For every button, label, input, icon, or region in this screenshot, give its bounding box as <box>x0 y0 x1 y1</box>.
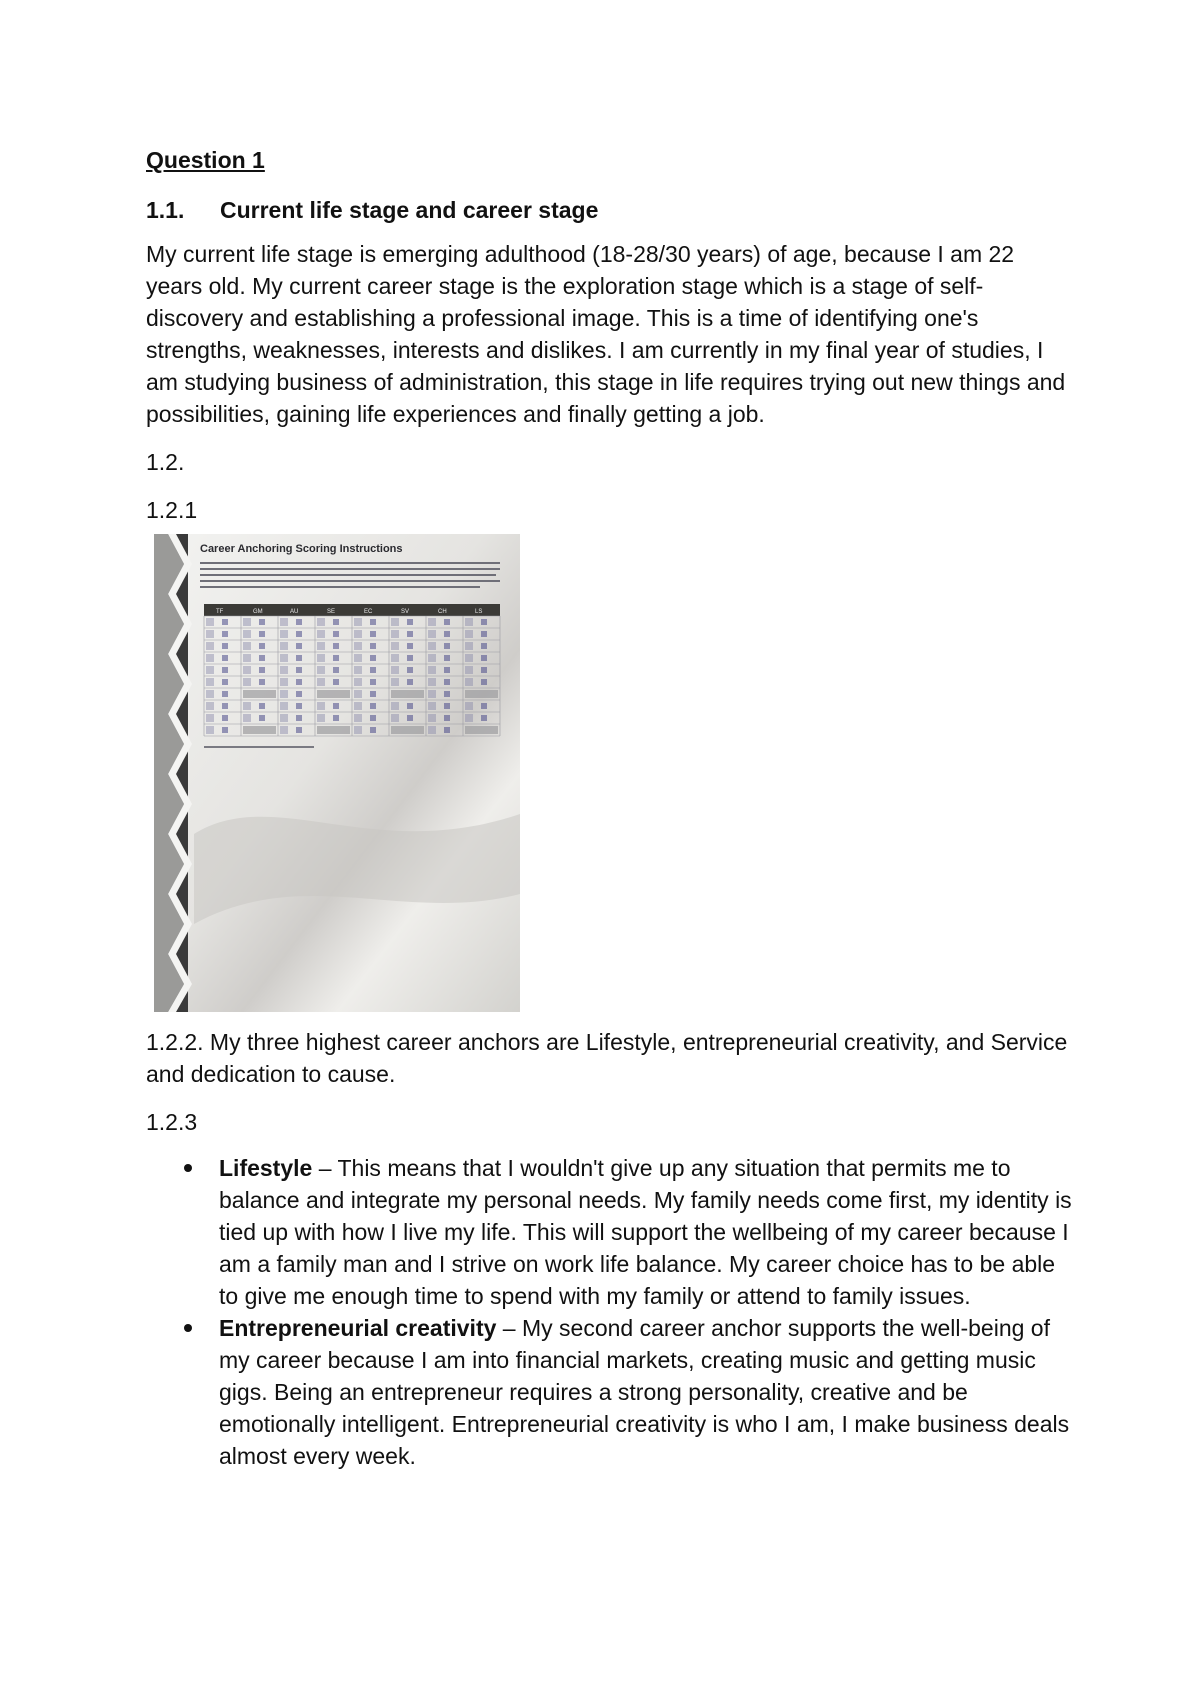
photo-score-cell <box>354 654 362 662</box>
photo-score-cell <box>391 678 399 686</box>
photo-score-cell <box>317 726 350 734</box>
photo-score-cell <box>465 630 473 638</box>
photo-score-cell <box>317 654 325 662</box>
photo-handwritten-mark <box>407 667 413 673</box>
photo-score-cell <box>428 618 436 626</box>
photo-score-cell <box>465 690 498 698</box>
scoring-sheet-photo <box>154 534 520 1012</box>
photo-handwritten-mark <box>370 715 376 721</box>
photo-column-header: LS <box>475 609 483 615</box>
photo-handwritten-mark <box>333 715 339 721</box>
photo-handwritten-mark <box>370 679 376 685</box>
photo-score-cell <box>428 690 436 698</box>
photo-handwritten-mark <box>407 715 413 721</box>
photo-handwritten-mark <box>370 667 376 673</box>
photo-score-cell <box>243 726 276 734</box>
photo-score-cell <box>317 702 325 710</box>
photo-score-cell <box>317 690 350 698</box>
photo-handwritten-mark <box>333 631 339 637</box>
photo-score-cell <box>391 618 399 626</box>
photo-score-cell <box>206 678 214 686</box>
photo-handwritten-mark <box>444 643 450 649</box>
photo-handwritten-mark <box>481 667 487 673</box>
photo-score-cell <box>206 702 214 710</box>
photo-handwritten-mark <box>444 679 450 685</box>
photo-handwritten-mark <box>222 691 228 697</box>
photo-score-cell <box>206 642 214 650</box>
photo-score-cell <box>317 666 325 674</box>
photo-column-header: EC <box>364 609 373 615</box>
photo-score-cell <box>465 618 473 626</box>
photo-score-cell <box>206 690 214 698</box>
photo-score-cell <box>317 714 325 722</box>
career-anchor-list <box>146 1152 1076 1472</box>
photo-column-header: SE <box>327 609 336 615</box>
photo-score-cell <box>317 618 325 626</box>
bullet-icon <box>184 1164 192 1172</box>
photo-handwritten-mark <box>481 715 487 721</box>
photo-handwritten-mark <box>259 703 265 709</box>
section-1-2-1-number: 1.2.1 <box>146 497 198 523</box>
photo-handwritten-mark <box>407 679 413 685</box>
document-page <box>146 140 1076 1472</box>
photo-handwritten-mark <box>481 679 487 685</box>
photo-handwritten-mark <box>370 691 376 697</box>
section-1-2-number: 1.2. <box>146 449 185 475</box>
photo-column-header: SV <box>401 609 410 615</box>
photo-handwritten-mark <box>296 691 302 697</box>
photo-score-cell <box>354 714 362 722</box>
photo-handwritten-mark <box>296 619 302 625</box>
photo-handwritten-mark <box>222 679 228 685</box>
photo-handwritten-mark <box>333 667 339 673</box>
photo-score-cell <box>391 690 424 698</box>
photo-handwritten-mark <box>481 703 487 709</box>
photo-score-cell <box>280 642 288 650</box>
photo-handwritten-mark <box>370 619 376 625</box>
photo-score-cell <box>428 702 436 710</box>
photo-handwritten-mark <box>370 643 376 649</box>
photo-score-cell <box>465 702 473 710</box>
photo-handwritten-mark <box>333 679 339 685</box>
photo-handwritten-mark <box>444 655 450 661</box>
photo-column-header: CH <box>438 609 447 615</box>
photo-score-cell <box>391 666 399 674</box>
photo-handwritten-mark <box>444 703 450 709</box>
photo-handwritten-mark <box>259 631 265 637</box>
photo-handwritten-mark <box>259 643 265 649</box>
photo-handwritten-mark <box>481 655 487 661</box>
list-item <box>146 1152 1076 1312</box>
photo-handwritten-mark <box>333 655 339 661</box>
photo-score-cell <box>428 726 436 734</box>
photo-score-cell <box>206 618 214 626</box>
photo-score-cell <box>206 714 214 722</box>
photo-score-cell <box>354 630 362 638</box>
list-item <box>146 1312 1076 1472</box>
question-heading: Question 1 <box>146 147 265 173</box>
photo-score-cell <box>428 678 436 686</box>
section-1-1-heading: Current life stage and career stage <box>220 197 599 223</box>
photo-handwritten-mark <box>259 715 265 721</box>
photo-handwritten-mark <box>222 715 228 721</box>
photo-score-cell <box>391 642 399 650</box>
photo-handwritten-mark <box>370 631 376 637</box>
photo-handwritten-mark <box>407 703 413 709</box>
bullet-icon <box>184 1324 192 1332</box>
photo-handwritten-mark <box>407 619 413 625</box>
photo-handwritten-mark <box>333 643 339 649</box>
photo-handwritten-mark <box>296 643 302 649</box>
photo-score-cell <box>354 690 362 698</box>
photo-score-cell <box>428 714 436 722</box>
photo-handwritten-mark <box>222 727 228 733</box>
photo-handwritten-mark <box>333 619 339 625</box>
photo-score-cell <box>280 618 288 626</box>
photo-score-cell <box>317 630 325 638</box>
photo-score-cell <box>243 666 251 674</box>
photo-score-cell <box>354 678 362 686</box>
photo-handwritten-mark <box>370 703 376 709</box>
photo-handwritten-mark <box>259 619 265 625</box>
photo-score-cell <box>354 726 362 734</box>
photo-score-cell <box>317 678 325 686</box>
photo-score-cell <box>465 714 473 722</box>
photo-score-cell <box>280 630 288 638</box>
photo-handwritten-mark <box>407 631 413 637</box>
photo-handwritten-mark <box>370 655 376 661</box>
photo-score-cell <box>243 678 251 686</box>
photo-handwritten-mark <box>444 727 450 733</box>
photo-score-cell <box>243 702 251 710</box>
section-1-1-body: My current life stage is emerging adulthood (18-28/30 years) of age, because I am 22 years old. My current career stage is the exploration stage which is a stage of self-discovery and establishing a professional image. This is a time of identifying one's strengths, weaknesses, interests and dislikes. I am currently in my final year of studies, I am studying business of administration, this stage in life requires trying out new things and possibilities, gaining life experiences and finally getting a job. <box>146 241 1066 427</box>
photo-score-cell <box>206 666 214 674</box>
photo-handwritten-mark <box>296 679 302 685</box>
section-1-1-number: 1.1. <box>146 197 185 223</box>
photo-handwritten-mark <box>222 643 228 649</box>
photo-score-cell <box>465 654 473 662</box>
photo-handwritten-mark <box>407 643 413 649</box>
photo-handwritten-mark <box>296 667 302 673</box>
photo-column-header: GM <box>253 609 263 615</box>
photo-score-cell <box>206 726 214 734</box>
photo-handwritten-mark <box>333 703 339 709</box>
photo-handwritten-mark <box>481 619 487 625</box>
photo-score-cell <box>391 702 399 710</box>
photo-score-cell <box>280 690 288 698</box>
photo-score-cell <box>391 654 399 662</box>
photo-column-header: AU <box>290 609 299 615</box>
photo-score-cell <box>243 654 251 662</box>
photo-score-cell <box>354 702 362 710</box>
photo-score-cell <box>280 678 288 686</box>
photo-handwritten-mark <box>259 655 265 661</box>
photo-handwritten-mark <box>222 703 228 709</box>
photo-score-cell <box>428 630 436 638</box>
photo-handwritten-mark <box>481 643 487 649</box>
photo-score-cell <box>428 666 436 674</box>
photo-handwritten-mark <box>222 631 228 637</box>
photo-handwritten-mark <box>444 715 450 721</box>
photo-handwritten-mark <box>259 667 265 673</box>
photo-handwritten-mark <box>481 631 487 637</box>
photo-score-cell <box>243 714 251 722</box>
photo-score-cell <box>428 642 436 650</box>
photo-title-text: Career Anchoring Scoring Instructions <box>200 543 403 555</box>
photo-score-cell <box>243 630 251 638</box>
photo-score-cell <box>243 642 251 650</box>
photo-handwritten-mark <box>444 631 450 637</box>
photo-handwritten-mark <box>296 715 302 721</box>
anchor-description: – This means that I wouldn't give up any situation that permits me to balance and integrate my personal needs. My family needs come first, my identity is tied up with how I live my life. This will support the wellbeing of my career because I am a family man and I strive on work life balance. My career choice has to be able to give me enough time to spend with my family or attend to family issues. <box>219 1155 1072 1309</box>
photo-score-cell <box>465 666 473 674</box>
photo-score-cell <box>206 630 214 638</box>
photo-score-cell <box>354 618 362 626</box>
photo-handwritten-mark <box>407 655 413 661</box>
photo-score-cell <box>280 702 288 710</box>
section-1-1-title <box>146 194 1076 226</box>
photo-score-cell <box>428 654 436 662</box>
anchor-description: – My second career anchor supports the well-being of my career because I am into financial markets, creating music and getting music gigs. Being an entrepreneur requires a strong personality, creative and be emotionally intelligent. Entrepreneurial creativity is who I am, I make business deals almost every week. <box>219 1315 1070 1469</box>
photo-handwritten-mark <box>296 703 302 709</box>
anchor-term: Lifestyle <box>219 1155 313 1181</box>
photo-handwritten-mark <box>222 619 228 625</box>
photo-handwritten-mark <box>296 727 302 733</box>
photo-handwritten-mark <box>222 667 228 673</box>
photo-handwritten-mark <box>222 655 228 661</box>
photo-score-cell <box>280 714 288 722</box>
photo-score-cell <box>243 690 276 698</box>
photo-score-cell <box>317 642 325 650</box>
photo-score-cell <box>465 678 473 686</box>
photo-handwritten-mark <box>259 679 265 685</box>
photo-handwritten-mark <box>444 667 450 673</box>
photo-score-cell <box>391 630 399 638</box>
photo-score-cell <box>280 726 288 734</box>
photo-handwritten-mark <box>296 631 302 637</box>
section-1-2-2-text: 1.2.2. My three highest career anchors are Lifestyle, entrepreneurial creativity, and Service and dedication to cause. <box>146 1029 1068 1087</box>
photo-column-header: TF <box>216 609 224 615</box>
photo-score-cell <box>391 714 399 722</box>
scoring-sheet-photo-image <box>154 534 520 1012</box>
photo-handwritten-mark <box>296 655 302 661</box>
photo-score-cell <box>280 666 288 674</box>
anchor-term: Entrepreneurial creativity <box>219 1315 497 1341</box>
photo-score-cell <box>465 726 498 734</box>
photo-handwritten-mark <box>370 727 376 733</box>
photo-score-cell <box>354 642 362 650</box>
photo-score-cell <box>243 618 251 626</box>
section-1-2-3-number: 1.2.3 <box>146 1109 198 1135</box>
photo-score-cell <box>354 666 362 674</box>
photo-handwritten-mark <box>444 691 450 697</box>
photo-handwritten-mark <box>444 619 450 625</box>
photo-score-cell <box>391 726 424 734</box>
photo-score-cell <box>280 654 288 662</box>
photo-score-cell <box>206 654 214 662</box>
photo-score-cell <box>465 642 473 650</box>
